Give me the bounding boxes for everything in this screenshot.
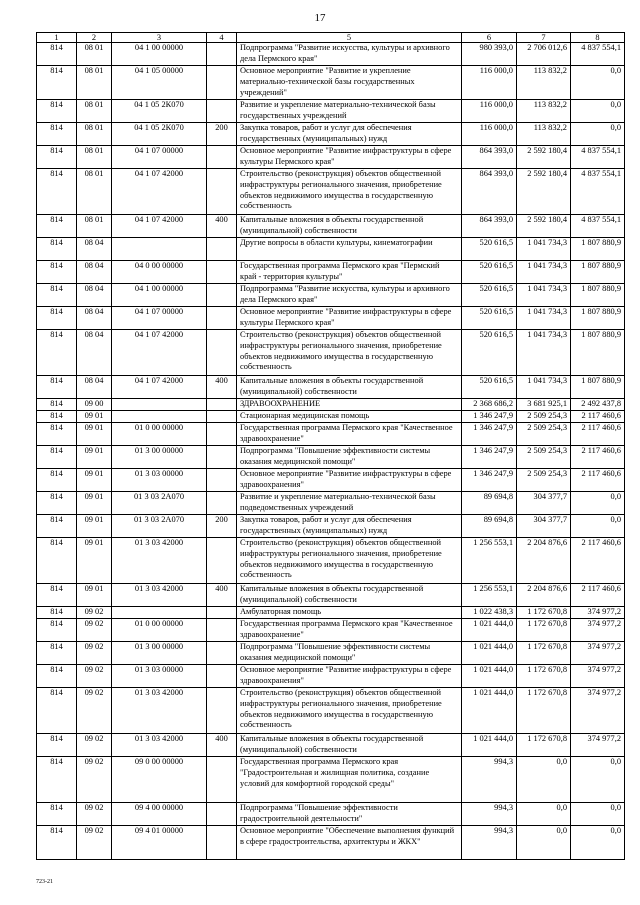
item-name-cell: Развитие и укрепление материально-технической базы государственных учреждений (237, 100, 462, 123)
expense-type-code-cell (207, 423, 237, 446)
table-row (37, 688, 625, 734)
expense-type-code-cell (207, 826, 237, 860)
amount-col7-cell: 1 041 734,3 (517, 261, 571, 284)
target-item-code-cell: 09 4 01 00000 (112, 826, 207, 860)
amount-col8-cell: 374 977,2 (571, 607, 625, 619)
amount-col8-cell: 2 117 460,6 (571, 446, 625, 469)
target-item-code-cell: 04 1 07 42000 (112, 215, 207, 238)
item-name-cell: Государственная программа Пермского края "Пермский край - территория культуры" (237, 261, 462, 284)
table-row (37, 330, 625, 376)
amount-col6-cell: 520 616,5 (462, 330, 517, 376)
page-number: 17 (314, 12, 326, 24)
ministry-code-cell: 814 (37, 688, 77, 734)
amount-col7-cell: 2 706 012,6 (517, 43, 571, 66)
amount-col7-cell: 2 509 254,3 (517, 469, 571, 492)
section-code-cell: 08 04 (77, 238, 112, 261)
expense-type-code-cell (207, 492, 237, 515)
section-code-cell: 09 01 (77, 469, 112, 492)
amount-col7-cell: 1 041 734,3 (517, 330, 571, 376)
expense-type-code-cell (207, 284, 237, 307)
amount-col8-cell: 374 977,2 (571, 734, 625, 757)
section-code-cell: 09 02 (77, 688, 112, 734)
amount-col8-cell: 0,0 (571, 492, 625, 515)
amount-col7-cell: 1 041 734,3 (517, 307, 571, 330)
target-item-code-cell (112, 238, 207, 261)
section-code-cell: 09 02 (77, 619, 112, 642)
amount-col6-cell: 1 021 444,0 (462, 665, 517, 688)
ministry-code-cell: 814 (37, 284, 77, 307)
amount-col8-cell: 2 117 460,6 (571, 423, 625, 446)
amount-col8-cell: 0,0 (571, 123, 625, 146)
table-row (37, 607, 625, 619)
amount-col7-cell: 1 172 670,8 (517, 607, 571, 619)
section-code-cell: 08 04 (77, 307, 112, 330)
amount-col6-cell: 1 346 247,9 (462, 423, 517, 446)
column-header: 2 (77, 33, 112, 43)
section-code-cell: 09 01 (77, 515, 112, 538)
ministry-code-cell: 814 (37, 307, 77, 330)
table-row (37, 66, 625, 100)
table-row (37, 492, 625, 515)
item-name-cell: Подпрограмма "Повышение эффективности системы оказания медицинской помощи" (237, 642, 462, 665)
amount-col7-cell: 0,0 (517, 757, 571, 803)
budget-table (36, 32, 625, 860)
amount-col6-cell: 520 616,5 (462, 284, 517, 307)
amount-col8-cell: 374 977,2 (571, 688, 625, 734)
ministry-code-cell: 814 (37, 399, 77, 411)
item-name-cell: Подпрограмма "Повышение эффективности градостроительной деятельности" (237, 803, 462, 826)
target-item-code-cell (112, 607, 207, 619)
expense-type-code-cell (207, 446, 237, 469)
section-code-cell: 09 00 (77, 399, 112, 411)
table-row (37, 446, 625, 469)
table-row (37, 169, 625, 215)
target-item-code-cell: 04 1 05 2К070 (112, 100, 207, 123)
ministry-code-cell: 814 (37, 66, 77, 100)
item-name-cell: Государственная программа Пермского края "Качественное здравоохранение" (237, 423, 462, 446)
expense-type-code-cell (207, 238, 237, 261)
expense-type-code-cell: 200 (207, 123, 237, 146)
ministry-code-cell: 814 (37, 584, 77, 607)
item-name-cell: Основное мероприятие "Развитие инфраструктуры в сфере здравоохранения" (237, 665, 462, 688)
amount-col6-cell: 1 346 247,9 (462, 411, 517, 423)
column-header: 8 (571, 33, 625, 43)
ministry-code-cell: 814 (37, 376, 77, 399)
column-header: 6 (462, 33, 517, 43)
amount-col6-cell: 89 694,8 (462, 515, 517, 538)
ministry-code-cell: 814 (37, 423, 77, 446)
amount-col8-cell: 1 807 880,9 (571, 307, 625, 330)
section-code-cell: 09 02 (77, 665, 112, 688)
amount-col7-cell: 1 172 670,8 (517, 665, 571, 688)
amount-col8-cell: 0,0 (571, 515, 625, 538)
target-item-code-cell: 01 3 03 42000 (112, 538, 207, 584)
amount-col7-cell: 1 172 670,8 (517, 688, 571, 734)
amount-col6-cell: 1 346 247,9 (462, 446, 517, 469)
amount-col8-cell: 2 117 460,6 (571, 538, 625, 584)
section-code-cell: 08 04 (77, 261, 112, 284)
column-number-row (37, 33, 625, 43)
amount-col8-cell: 374 977,2 (571, 665, 625, 688)
expense-type-code-cell (207, 307, 237, 330)
expense-type-code-cell (207, 411, 237, 423)
ministry-code-cell: 814 (37, 411, 77, 423)
ministry-code-cell: 814 (37, 215, 77, 238)
ministry-code-cell: 814 (37, 446, 77, 469)
table-row (37, 584, 625, 607)
target-item-code-cell: 09 0 00 00000 (112, 757, 207, 803)
ministry-code-cell: 814 (37, 757, 77, 803)
section-code-cell: 09 01 (77, 411, 112, 423)
table-row (37, 538, 625, 584)
ministry-code-cell: 814 (37, 642, 77, 665)
amount-col8-cell: 4 837 554,1 (571, 169, 625, 215)
section-code-cell: 08 04 (77, 284, 112, 307)
target-item-code-cell: 01 3 03 42000 (112, 584, 207, 607)
target-item-code-cell: 04 1 07 42000 (112, 376, 207, 399)
target-item-code-cell: 01 3 03 2А070 (112, 515, 207, 538)
amount-col6-cell: 1 256 553,1 (462, 538, 517, 584)
table-row (37, 515, 625, 538)
table-row (37, 642, 625, 665)
item-name-cell: Строительство (реконструкция) объектов общественной инфраструктуры регионального значения, приобретение объектов недвижимого имущества в государственную собственность (237, 688, 462, 734)
table-row (37, 619, 625, 642)
item-name-cell: Закупка товаров, работ и услуг для обеспечения государственных (муниципальных) нужд (237, 123, 462, 146)
amount-col7-cell: 113 832,2 (517, 123, 571, 146)
ministry-code-cell: 814 (37, 826, 77, 860)
expense-type-code-cell (207, 100, 237, 123)
item-name-cell: Амбулаторная помощь (237, 607, 462, 619)
ministry-code-cell: 814 (37, 492, 77, 515)
target-item-code-cell: 01 0 00 00000 (112, 619, 207, 642)
section-code-cell: 09 01 (77, 446, 112, 469)
amount-col7-cell: 2 592 180,4 (517, 146, 571, 169)
item-name-cell: Основное мероприятие "Обеспечение выполнения функций в сфере градостроительства, архитектуры и ЖКХ" (237, 826, 462, 860)
table-row (37, 146, 625, 169)
target-item-code-cell: 04 1 05 00000 (112, 66, 207, 100)
expense-type-code-cell (207, 399, 237, 411)
amount-col8-cell: 2 117 460,6 (571, 469, 625, 492)
amount-col8-cell: 1 807 880,9 (571, 284, 625, 307)
amount-col8-cell: 1 807 880,9 (571, 261, 625, 284)
item-name-cell: Строительство (реконструкция) объектов общественной инфраструктуры регионального значения, приобретение объектов недвижимого имущества в государственную собственность (237, 538, 462, 584)
table-row (37, 238, 625, 261)
amount-col7-cell: 113 832,2 (517, 66, 571, 100)
footer-code: 723-21 (36, 879, 53, 885)
table-row (37, 43, 625, 66)
amount-col6-cell: 1 021 444,0 (462, 642, 517, 665)
amount-col6-cell: 116 000,0 (462, 123, 517, 146)
column-header: 4 (207, 33, 237, 43)
table-row (37, 100, 625, 123)
amount-col8-cell: 0,0 (571, 100, 625, 123)
amount-col8-cell: 374 977,2 (571, 619, 625, 642)
column-header: 7 (517, 33, 571, 43)
ministry-code-cell: 814 (37, 469, 77, 492)
amount-col6-cell: 864 393,0 (462, 215, 517, 238)
item-name-cell: Развитие и укрепление материально-технической базы подведомственных учреждений (237, 492, 462, 515)
amount-col8-cell: 0,0 (571, 826, 625, 860)
table-row (37, 411, 625, 423)
expense-type-code-cell: 400 (207, 376, 237, 399)
expense-type-code-cell (207, 665, 237, 688)
expense-type-code-cell (207, 607, 237, 619)
amount-col8-cell: 1 807 880,9 (571, 238, 625, 261)
item-name-cell: Строительство (реконструкция) объектов общественной инфраструктуры регионального значения, приобретение объектов недвижимого имущества в государственную собственность (237, 330, 462, 376)
amount-col6-cell: 1 021 444,0 (462, 734, 517, 757)
amount-col8-cell: 0,0 (571, 66, 625, 100)
target-item-code-cell: 01 3 03 00000 (112, 665, 207, 688)
target-item-code-cell: 01 0 00 00000 (112, 423, 207, 446)
amount-col7-cell: 2 204 876,6 (517, 538, 571, 584)
expense-type-code-cell (207, 330, 237, 376)
table-row (37, 757, 625, 803)
amount-col6-cell: 116 000,0 (462, 66, 517, 100)
table-row (37, 469, 625, 492)
expense-type-code-cell: 400 (207, 215, 237, 238)
item-name-cell: Другие вопросы в области культуры, кинематографии (237, 238, 462, 261)
amount-col6-cell: 520 616,5 (462, 376, 517, 399)
expense-type-code-cell (207, 642, 237, 665)
expense-type-code-cell (207, 146, 237, 169)
target-item-code-cell: 01 3 00 00000 (112, 446, 207, 469)
expense-type-code-cell (207, 169, 237, 215)
item-name-cell: Капитальные вложения в объекты государственной (муниципальной) собственности (237, 215, 462, 238)
target-item-code-cell: 01 3 00 00000 (112, 642, 207, 665)
amount-col6-cell: 1 346 247,9 (462, 469, 517, 492)
amount-col7-cell: 1 041 734,3 (517, 376, 571, 399)
table-row (37, 307, 625, 330)
item-name-cell: Подпрограмма "Развитие искусства, культуры и архивного дела Пермского края" (237, 284, 462, 307)
amount-col8-cell: 4 837 554,1 (571, 146, 625, 169)
table-row (37, 803, 625, 826)
ministry-code-cell: 814 (37, 261, 77, 284)
section-code-cell: 09 02 (77, 757, 112, 803)
table-row (37, 665, 625, 688)
target-item-code-cell (112, 399, 207, 411)
target-item-code-cell: 01 3 03 2А070 (112, 492, 207, 515)
section-code-cell: 09 01 (77, 538, 112, 584)
expense-type-code-cell (207, 538, 237, 584)
amount-col7-cell: 1 172 670,8 (517, 642, 571, 665)
expense-type-code-cell (207, 688, 237, 734)
section-code-cell: 09 02 (77, 642, 112, 665)
amount-col6-cell: 994,3 (462, 826, 517, 860)
expense-type-code-cell (207, 803, 237, 826)
table-row (37, 215, 625, 238)
section-code-cell: 08 01 (77, 146, 112, 169)
target-item-code-cell: 01 3 03 00000 (112, 469, 207, 492)
item-name-cell: Закупка товаров, работ и услуг для обеспечения государственных (муниципальных) нужд (237, 515, 462, 538)
column-header: 3 (112, 33, 207, 43)
amount-col7-cell: 2 592 180,4 (517, 215, 571, 238)
table-row (37, 734, 625, 757)
amount-col7-cell: 1 041 734,3 (517, 284, 571, 307)
expense-type-code-cell (207, 757, 237, 803)
section-code-cell: 08 04 (77, 330, 112, 376)
amount-col7-cell: 113 832,2 (517, 100, 571, 123)
amount-col7-cell: 304 377,7 (517, 492, 571, 515)
target-item-code-cell: 04 1 00 00000 (112, 284, 207, 307)
amount-col6-cell: 2 368 686,2 (462, 399, 517, 411)
ministry-code-cell: 814 (37, 538, 77, 584)
item-name-cell: Стационарная медицинская помощь (237, 411, 462, 423)
amount-col7-cell: 3 681 925,1 (517, 399, 571, 411)
item-name-cell: ЗДРАВООХРАНЕНИЕ (237, 399, 462, 411)
item-name-cell: Основное мероприятие "Развитие инфраструктуры в сфере культуры Пермского края" (237, 307, 462, 330)
target-item-code-cell: 04 1 07 00000 (112, 307, 207, 330)
item-name-cell: Капитальные вложения в объекты государственной (муниципальной) собственности (237, 584, 462, 607)
item-name-cell: Государственная программа Пермского края "Градостроительная и жилищная политика, создание условий для комфортной городской среды" (237, 757, 462, 803)
amount-col6-cell: 980 393,0 (462, 43, 517, 66)
ministry-code-cell: 814 (37, 238, 77, 261)
amount-col8-cell: 4 837 554,1 (571, 215, 625, 238)
ministry-code-cell: 814 (37, 607, 77, 619)
amount-col7-cell: 1 172 670,8 (517, 734, 571, 757)
amount-col7-cell: 1 172 670,8 (517, 619, 571, 642)
amount-col7-cell: 0,0 (517, 803, 571, 826)
item-name-cell: Основное мероприятие "Развитие и укрепление материально-технической базы государственных учреждений" (237, 66, 462, 100)
target-item-code-cell (112, 411, 207, 423)
ministry-code-cell: 814 (37, 43, 77, 66)
amount-col8-cell: 2 117 460,6 (571, 411, 625, 423)
amount-col8-cell: 2 492 437,8 (571, 399, 625, 411)
column-header: 1 (37, 33, 77, 43)
amount-col7-cell: 2 509 254,3 (517, 446, 571, 469)
amount-col7-cell: 304 377,7 (517, 515, 571, 538)
item-name-cell: Подпрограмма "Развитие искусства, культуры и архивного дела Пермского края" (237, 43, 462, 66)
table-row (37, 826, 625, 860)
target-item-code-cell: 04 0 00 00000 (112, 261, 207, 284)
amount-col6-cell: 116 000,0 (462, 100, 517, 123)
ministry-code-cell: 814 (37, 619, 77, 642)
amount-col6-cell: 520 616,5 (462, 307, 517, 330)
section-code-cell: 08 01 (77, 169, 112, 215)
amount-col6-cell: 1 021 444,0 (462, 619, 517, 642)
amount-col6-cell: 89 694,8 (462, 492, 517, 515)
ministry-code-cell: 814 (37, 100, 77, 123)
ministry-code-cell: 814 (37, 146, 77, 169)
target-item-code-cell: 01 3 03 42000 (112, 734, 207, 757)
amount-col6-cell: 1 021 444,0 (462, 688, 517, 734)
expense-type-code-cell (207, 43, 237, 66)
table-row (37, 376, 625, 399)
amount-col8-cell: 0,0 (571, 803, 625, 826)
target-item-code-cell: 04 1 05 2К070 (112, 123, 207, 146)
amount-col8-cell: 1 807 880,9 (571, 330, 625, 376)
amount-col8-cell: 2 117 460,6 (571, 584, 625, 607)
table-body (37, 43, 625, 860)
expense-type-code-cell: 200 (207, 515, 237, 538)
amount-col8-cell: 374 977,2 (571, 642, 625, 665)
table-row (37, 399, 625, 411)
target-item-code-cell: 01 3 03 42000 (112, 688, 207, 734)
section-code-cell: 08 01 (77, 215, 112, 238)
section-code-cell: 08 01 (77, 43, 112, 66)
target-item-code-cell: 04 1 00 00000 (112, 43, 207, 66)
ministry-code-cell: 814 (37, 515, 77, 538)
section-code-cell: 09 01 (77, 492, 112, 515)
amount-col7-cell: 2 509 254,3 (517, 423, 571, 446)
amount-col6-cell: 520 616,5 (462, 238, 517, 261)
item-name-cell: Капитальные вложения в объекты государственной (муниципальной) собственности (237, 734, 462, 757)
table-row (37, 123, 625, 146)
ministry-code-cell: 814 (37, 169, 77, 215)
amount-col7-cell: 1 041 734,3 (517, 238, 571, 261)
amount-col6-cell: 520 616,5 (462, 261, 517, 284)
ministry-code-cell: 814 (37, 734, 77, 757)
table-row (37, 423, 625, 446)
target-item-code-cell: 04 1 07 00000 (112, 146, 207, 169)
section-code-cell: 09 02 (77, 607, 112, 619)
target-item-code-cell: 04 1 07 42000 (112, 169, 207, 215)
amount-col7-cell: 2 592 180,4 (517, 169, 571, 215)
section-code-cell: 09 01 (77, 423, 112, 446)
amount-col6-cell: 1 256 553,1 (462, 584, 517, 607)
item-name-cell: Строительство (реконструкция) объектов общественной инфраструктуры регионального значения, приобретение объектов недвижимого имущества в государственную собственность (237, 169, 462, 215)
table-row (37, 261, 625, 284)
item-name-cell: Основное мероприятие "Развитие инфраструктуры в сфере культуры Пермского края" (237, 146, 462, 169)
amount-col6-cell: 994,3 (462, 803, 517, 826)
expense-type-code-cell (207, 66, 237, 100)
item-name-cell: Подпрограмма "Повышение эффективности системы оказания медицинской помощи" (237, 446, 462, 469)
amount-col6-cell: 864 393,0 (462, 169, 517, 215)
target-item-code-cell: 09 4 00 00000 (112, 803, 207, 826)
section-code-cell: 09 02 (77, 826, 112, 860)
amount-col7-cell: 2 204 876,6 (517, 584, 571, 607)
ministry-code-cell: 814 (37, 803, 77, 826)
expense-type-code-cell: 400 (207, 734, 237, 757)
section-code-cell: 08 04 (77, 376, 112, 399)
amount-col8-cell: 4 837 554,1 (571, 43, 625, 66)
target-item-code-cell: 04 1 07 42000 (112, 330, 207, 376)
section-code-cell: 08 01 (77, 123, 112, 146)
table-row (37, 284, 625, 307)
expense-type-code-cell: 400 (207, 584, 237, 607)
section-code-cell: 09 02 (77, 803, 112, 826)
section-code-cell: 09 02 (77, 734, 112, 757)
item-name-cell: Государственная программа Пермского края "Качественное здравоохранение" (237, 619, 462, 642)
ministry-code-cell: 814 (37, 123, 77, 146)
section-code-cell: 08 01 (77, 66, 112, 100)
column-header: 5 (237, 33, 462, 43)
amount-col8-cell: 1 807 880,9 (571, 376, 625, 399)
section-code-cell: 09 01 (77, 584, 112, 607)
amount-col6-cell: 994,3 (462, 757, 517, 803)
section-code-cell: 08 01 (77, 100, 112, 123)
expense-type-code-cell (207, 619, 237, 642)
ministry-code-cell: 814 (37, 330, 77, 376)
item-name-cell: Капитальные вложения в объекты государственной (муниципальной) собственности (237, 376, 462, 399)
amount-col6-cell: 864 393,0 (462, 146, 517, 169)
amount-col8-cell: 0,0 (571, 757, 625, 803)
amount-col6-cell: 1 022 438,3 (462, 607, 517, 619)
amount-col7-cell: 2 509 254,3 (517, 411, 571, 423)
ministry-code-cell: 814 (37, 665, 77, 688)
amount-col7-cell: 0,0 (517, 826, 571, 860)
expense-type-code-cell (207, 261, 237, 284)
item-name-cell: Основное мероприятие "Развитие инфраструктуры в сфере здравоохранения" (237, 469, 462, 492)
expense-type-code-cell (207, 469, 237, 492)
